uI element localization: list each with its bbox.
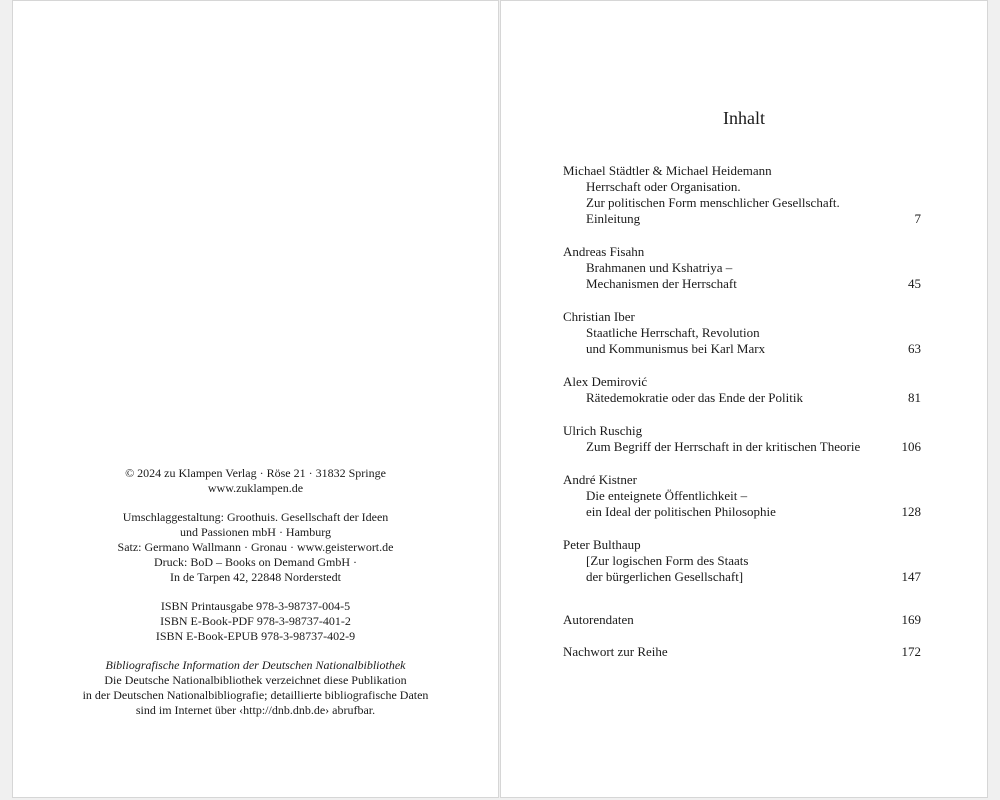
- toc-entry[interactable]: [563, 537, 921, 585]
- toc-entry[interactable]: [563, 374, 921, 406]
- biblio-line: Die Deutsche Nationalbibliothek verzeichnet diese Publikation: [104, 673, 407, 687]
- toc-extra-label: Autorendaten: [563, 612, 634, 627]
- toc-title-line: der bürgerlichen Gesellschaft]: [586, 569, 744, 584]
- publisher-block: [13, 466, 498, 496]
- toc-title-line: Zum Begriff der Herrschaft in der kritischen Theorie: [586, 439, 861, 454]
- imprint: [13, 466, 498, 718]
- credit-line: Satz: Germano Wallmann · Gronau · www.geisterwort.de: [117, 540, 394, 554]
- toc-title-line: Brahmanen und Kshatriya –: [586, 260, 733, 275]
- toc-entry-author-data[interactable]: [563, 612, 921, 628]
- credit-line: Druck: BoD – Books on Demand GmbH ·: [154, 555, 357, 569]
- toc-entry[interactable]: [563, 309, 921, 357]
- toc-title-line: Rätedemokratie oder das Ende der Politik: [586, 390, 803, 405]
- biblio-line: in der Deutschen Nationalbibliografie; detaillierte bibliografische Daten: [82, 688, 429, 702]
- isbn-line: ISBN E-Book-PDF 978-3-98737-401-2: [160, 614, 351, 628]
- toc-page-number: 106: [901, 439, 921, 454]
- toc-title-line: Staatliche Herrschaft, Revolution: [586, 325, 760, 340]
- toc-title-line: Herrschaft oder Organisation.: [586, 179, 741, 194]
- toc-page-number: 147: [901, 569, 921, 584]
- toc-entry[interactable]: [563, 472, 921, 520]
- publisher-website: www.zuklampen.de: [207, 481, 304, 495]
- biblio-heading: Bibliografische Information der Deutschen Nationalbibliothek: [105, 658, 406, 672]
- toc-title: Inhalt: [723, 108, 765, 128]
- toc-author: Peter Bulthaup: [563, 537, 641, 552]
- credit-line: Umschlaggestaltung: Groothuis. Gesellschaft der Ideen: [122, 510, 389, 524]
- toc-page-number: 128: [901, 504, 921, 519]
- toc-author: Alex Demirović: [563, 374, 648, 389]
- credit-line: und Passionen mbH · Hamburg: [179, 525, 332, 539]
- toc-page-number: 63: [908, 341, 921, 356]
- toc-title-line: und Kommunismus bei Karl Marx: [586, 341, 766, 356]
- publisher-line: © 2024 zu Klampen Verlag · Röse 21 · 31832 Springe: [125, 466, 386, 480]
- toc-title-line: Die enteignete Öffentlichkeit –: [586, 488, 748, 503]
- biblio-line: sind im Internet über ‹http://dnb.dnb.de› abrufbar.: [135, 703, 376, 717]
- toc-page-number: 7: [914, 211, 921, 226]
- bibliographic-info: [13, 658, 498, 718]
- toc-author: Christian Iber: [563, 309, 635, 324]
- toc-page-number: 81: [908, 390, 921, 405]
- toc-title-line: ein Ideal der politischen Philosophie: [586, 504, 776, 519]
- isbn-line: ISBN E-Book-EPUB 978-3-98737-402-9: [155, 629, 356, 643]
- production-credits: [13, 510, 498, 585]
- isbn-line: ISBN Printausgabe 978-3-98737-004-5: [160, 599, 351, 613]
- table-of-contents: [563, 163, 921, 676]
- toc-author: Andreas Fisahn: [563, 244, 645, 259]
- toc-title-line: Zur politischen Form menschlicher Gesellschaft.: [586, 195, 840, 210]
- toc-page-number: 172: [901, 644, 921, 659]
- isbn-block: [13, 599, 498, 644]
- toc-extra-label: Nachwort zur Reihe: [563, 644, 668, 659]
- toc-entry[interactable]: [563, 423, 921, 455]
- toc-entry[interactable]: [563, 163, 921, 227]
- toc-page-number: 169: [901, 612, 921, 627]
- imprint-page: [12, 0, 499, 798]
- toc-entry-afterword[interactable]: [563, 644, 921, 660]
- contents-page: [500, 0, 988, 798]
- toc-author: Michael Städtler & Michael Heidemann: [563, 163, 772, 178]
- toc-title-line: Mechanismen der Herrschaft: [586, 276, 737, 291]
- toc-title-line: [Zur logischen Form des Staats: [586, 553, 749, 568]
- credit-line: In de Tarpen 42, 22848 Norderstedt: [170, 570, 341, 584]
- toc-title-line: Einleitung: [586, 211, 641, 226]
- toc-author: Ulrich Ruschig: [563, 423, 643, 438]
- toc-entry[interactable]: [563, 244, 921, 292]
- toc-author: André Kistner: [563, 472, 638, 487]
- toc-page-number: 45: [908, 276, 921, 291]
